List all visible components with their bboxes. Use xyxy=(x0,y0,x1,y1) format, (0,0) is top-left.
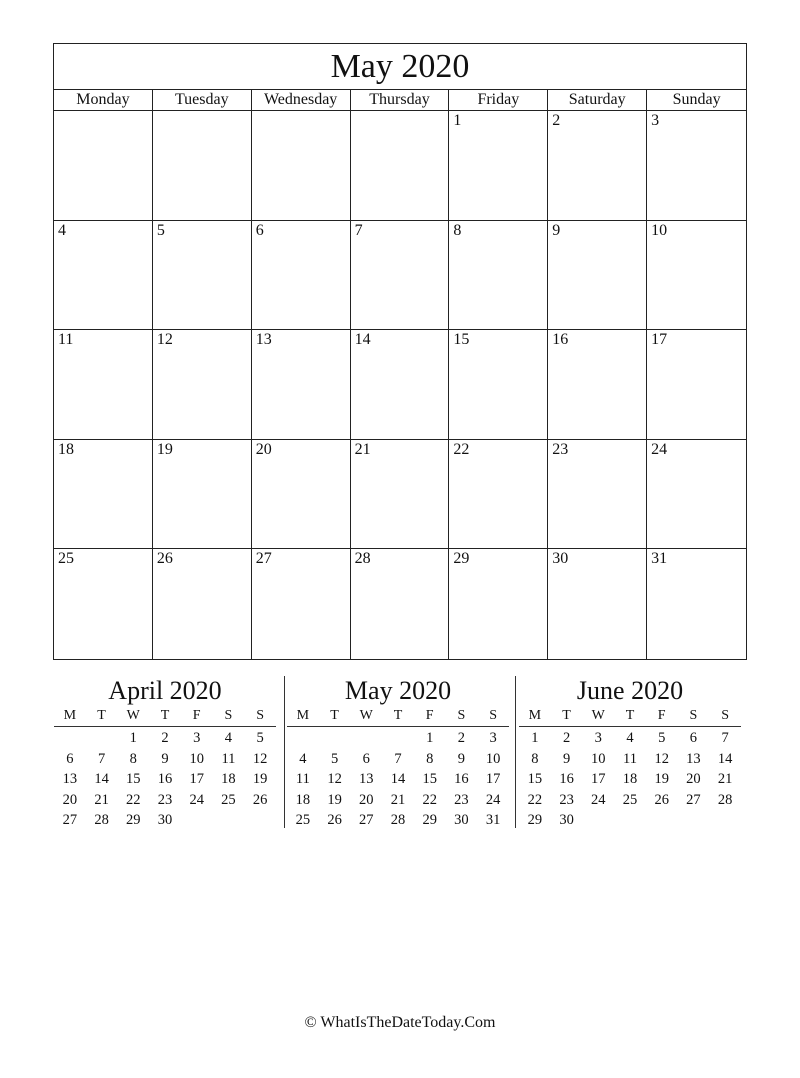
mini-weekday-label: S xyxy=(689,708,698,723)
mini-day-cell: 30 xyxy=(454,812,469,828)
mini-day-cell: 27 xyxy=(359,812,374,828)
mini-day-cell: 4 xyxy=(626,730,634,746)
mini-day-cell: 18 xyxy=(221,771,236,787)
mini-calendar-june xyxy=(519,676,741,831)
mini-day-cell: 11 xyxy=(221,750,236,767)
mini-day-cell: 22 xyxy=(422,791,437,808)
mini-weekday-label: W xyxy=(591,708,605,723)
mini-day-cell: 2 xyxy=(161,730,169,746)
mini-weekday-label: F xyxy=(425,708,434,723)
mini-calendar-title: April 2020 xyxy=(108,676,222,705)
mini-weekday-label: S xyxy=(489,708,498,723)
mini-day-cell: 3 xyxy=(489,730,497,746)
mini-calendar-title: May 2020 xyxy=(344,676,452,705)
mini-day-cell: 1 xyxy=(129,730,137,746)
mini-day-cell: 8 xyxy=(129,750,137,767)
footer-copyright[interactable]: © WhatIsTheDateToday.Com xyxy=(304,1014,496,1031)
mini-day-cell: 17 xyxy=(485,771,501,787)
mini-day-cell: 10 xyxy=(591,750,606,767)
day-cell xyxy=(54,111,153,221)
mini-day-cell: 1 xyxy=(531,730,539,746)
weekday-header-row xyxy=(54,90,746,111)
mini-day-cell: 14 xyxy=(94,771,109,787)
mini-day-cell: 7 xyxy=(394,750,402,767)
mini-day-cell: 2 xyxy=(457,730,466,746)
mini-day-cell: 14 xyxy=(717,750,733,767)
mini-day-cell: 10 xyxy=(485,750,501,767)
day-cell: 2 xyxy=(548,111,647,221)
mini-day-cell: 27 xyxy=(686,791,701,808)
mini-day-cell: 22 xyxy=(527,791,543,808)
mini-calendar-grid xyxy=(54,727,276,831)
main-calendar-grid xyxy=(54,111,746,659)
mini-day-cell: 4 xyxy=(299,750,307,767)
day-cell: 10 xyxy=(647,221,746,331)
mini-day-cell: 11 xyxy=(295,771,310,787)
mini-day-cell: 12 xyxy=(654,750,669,767)
mini-weekday-label: T xyxy=(393,708,403,723)
day-cell xyxy=(153,111,252,221)
mini-day-cell: 23 xyxy=(454,791,469,808)
mini-calendar-may xyxy=(287,676,509,831)
mini-weekday-label: T xyxy=(160,708,170,723)
mini-day-cell: 28 xyxy=(94,812,109,828)
mini-day-cell: 19 xyxy=(654,771,669,787)
mini-day-cell: 1 xyxy=(426,730,434,746)
mini-day-cell: 30 xyxy=(559,812,574,828)
mini-day-cell: 24 xyxy=(189,791,204,808)
mini-day-cell: 18 xyxy=(622,771,638,787)
day-cell: 6 xyxy=(252,221,351,331)
mini-day-cell: 12 xyxy=(327,771,342,787)
day-cell: 9 xyxy=(548,221,647,331)
mini-calendar-grid xyxy=(287,727,509,831)
mini-calendar-grid xyxy=(519,727,741,831)
mini-day-cell: 9 xyxy=(161,750,169,767)
mini-day-cell: 22 xyxy=(126,791,141,808)
day-cell: 1 xyxy=(449,111,548,221)
mini-divider xyxy=(284,676,285,828)
mini-day-cell: 2 xyxy=(562,730,571,746)
mini-day-cell: 15 xyxy=(527,771,543,787)
mini-day-cell: 25 xyxy=(221,791,236,808)
mini-day-cell: 5 xyxy=(330,750,339,767)
day-cell: 28 xyxy=(351,549,450,659)
mini-day-cell: 9 xyxy=(562,750,571,767)
mini-day-cell: 17 xyxy=(591,771,606,787)
mini-weekday-header xyxy=(287,706,509,727)
mini-weekday-label: F xyxy=(192,708,201,723)
weekday-label: Sunday xyxy=(672,91,721,108)
day-cell: 26 xyxy=(153,549,252,659)
mini-day-cell: 28 xyxy=(717,791,733,808)
mini-day-cell: 29 xyxy=(422,812,437,828)
day-cell: 20 xyxy=(252,440,351,550)
mini-day-cell: 5 xyxy=(256,730,264,746)
day-cell: 16 xyxy=(548,330,647,440)
day-cell: 18 xyxy=(54,440,153,550)
day-cell: 22 xyxy=(449,440,548,550)
weekday-label: Thursday xyxy=(351,90,450,110)
day-cell: 14 xyxy=(351,330,450,440)
mini-day-cell: 12 xyxy=(252,750,268,767)
mini-weekday-label: T xyxy=(625,708,635,723)
mini-day-cell: 21 xyxy=(94,791,109,808)
mini-day-cell: 26 xyxy=(252,791,268,808)
mini-day-cell: 23 xyxy=(157,791,173,808)
mini-day-cell: 3 xyxy=(193,730,201,746)
mini-weekday-label: W xyxy=(359,708,373,723)
mini-day-cell: 18 xyxy=(295,791,311,808)
day-cell: 29 xyxy=(449,549,548,659)
mini-day-cell: 17 xyxy=(189,771,204,787)
mini-day-cell: 24 xyxy=(591,791,606,808)
mini-day-cell xyxy=(646,810,678,831)
day-cell: 11 xyxy=(54,330,153,440)
main-calendar-title: May 2020 xyxy=(54,44,746,90)
mini-weekday-label: S xyxy=(256,708,265,723)
mini-weekday-label: T xyxy=(330,708,339,723)
mini-day-cell: 7 xyxy=(721,730,729,746)
mini-day-cell xyxy=(86,728,118,749)
mini-day-cell: 19 xyxy=(327,791,342,808)
mini-weekday-label: T xyxy=(562,708,571,723)
day-cell: 13 xyxy=(252,330,351,440)
mini-day-cell xyxy=(382,728,414,749)
mini-day-cell: 7 xyxy=(97,750,106,767)
day-cell: 4 xyxy=(54,221,153,331)
mini-day-cell xyxy=(582,810,614,831)
mini-day-cell xyxy=(350,728,382,749)
mini-day-cell: 20 xyxy=(62,791,78,808)
mini-day-cell: 13 xyxy=(62,771,78,787)
weekday-label: Saturday xyxy=(548,90,647,110)
mini-day-cell: 23 xyxy=(559,791,574,808)
mini-day-cell: 13 xyxy=(686,750,701,767)
mini-weekday-header xyxy=(519,706,741,727)
day-cell: 27 xyxy=(252,549,351,659)
mini-day-cell: 28 xyxy=(390,812,406,828)
mini-day-cell: 29 xyxy=(527,812,543,828)
main-calendar xyxy=(53,43,747,660)
weekday-label: Tuesday xyxy=(153,90,252,110)
mini-weekday-label: S xyxy=(224,708,233,723)
mini-day-cell: 20 xyxy=(359,791,374,808)
mini-day-cell xyxy=(678,810,710,831)
mini-weekday-label: F xyxy=(657,708,666,723)
mini-day-cell: 25 xyxy=(622,791,638,808)
mini-day-cell: 5 xyxy=(658,730,666,746)
mini-day-cell: 19 xyxy=(252,771,268,787)
mini-day-cell: 6 xyxy=(362,750,370,767)
mini-day-cell xyxy=(709,810,741,831)
weekday-label: Wednesday xyxy=(252,90,351,110)
mini-day-cell: 30 xyxy=(157,812,173,828)
day-cell: 8 xyxy=(449,221,548,331)
day-cell: 7 xyxy=(351,221,450,331)
mini-weekday-label: M xyxy=(296,708,310,723)
day-cell: 24 xyxy=(647,440,746,550)
mini-day-cell: 26 xyxy=(654,791,669,808)
mini-day-cell: 31 xyxy=(485,812,501,828)
mini-weekday-label: T xyxy=(97,708,106,723)
mini-day-cell xyxy=(614,810,646,831)
mini-day-cell xyxy=(54,728,86,749)
day-cell: 5 xyxy=(153,221,252,331)
mini-day-cell: 26 xyxy=(327,812,342,828)
mini-day-cell: 16 xyxy=(157,771,173,787)
day-cell: 17 xyxy=(647,330,746,440)
mini-day-cell: 24 xyxy=(485,791,501,808)
day-cell xyxy=(252,111,351,221)
mini-calendar-april xyxy=(54,676,276,831)
mini-day-cell: 3 xyxy=(594,730,602,746)
mini-day-cell: 21 xyxy=(390,791,406,808)
mini-day-cell: 8 xyxy=(531,750,539,767)
mini-day-cell: 15 xyxy=(422,771,437,787)
mini-day-cell: 4 xyxy=(224,730,233,746)
mini-day-cell: 14 xyxy=(390,771,406,787)
day-cell: 12 xyxy=(153,330,252,440)
mini-day-cell xyxy=(244,810,276,831)
mini-day-cell xyxy=(319,728,351,749)
mini-weekday-label: S xyxy=(721,708,730,723)
mini-day-cell: 8 xyxy=(426,750,434,767)
mini-day-cell: 16 xyxy=(559,771,574,787)
mini-day-cell: 25 xyxy=(295,812,311,828)
mini-day-cell: 9 xyxy=(457,750,466,767)
day-cell: 21 xyxy=(351,440,450,550)
day-cell: 25 xyxy=(54,549,153,659)
mini-weekday-label: M xyxy=(63,708,77,723)
mini-day-cell: 21 xyxy=(717,771,733,787)
mini-weekday-label: W xyxy=(126,708,140,723)
mini-day-cell xyxy=(181,810,213,831)
mini-day-cell: 27 xyxy=(62,812,78,828)
mini-day-cell xyxy=(213,810,245,831)
day-cell: 23 xyxy=(548,440,647,550)
mini-calendar-title: June 2020 xyxy=(576,676,684,705)
day-cell xyxy=(351,111,450,221)
mini-weekday-header xyxy=(54,706,276,727)
mini-day-cell xyxy=(287,728,319,749)
mini-day-cell: 13 xyxy=(359,771,374,787)
mini-weekday-label: S xyxy=(457,708,466,723)
day-cell: 15 xyxy=(449,330,548,440)
weekday-label: Monday xyxy=(54,90,153,110)
mini-day-cell: 6 xyxy=(66,750,74,767)
mini-day-cell: 15 xyxy=(126,771,141,787)
mini-weekday-label: M xyxy=(528,708,542,723)
day-cell: 31 xyxy=(651,550,668,567)
mini-day-cell: 6 xyxy=(689,730,698,746)
day-cell: 30 xyxy=(548,549,647,659)
day-cell: 3 xyxy=(647,111,746,221)
mini-day-cell: 20 xyxy=(686,771,701,787)
mini-day-cell: 10 xyxy=(189,750,204,767)
mini-divider xyxy=(515,676,516,828)
day-cell: 19 xyxy=(153,440,252,550)
mini-day-cell: 16 xyxy=(454,771,469,787)
mini-day-cell: 29 xyxy=(126,812,141,828)
mini-day-cell: 11 xyxy=(623,750,637,767)
weekday-label: Friday xyxy=(449,90,548,110)
